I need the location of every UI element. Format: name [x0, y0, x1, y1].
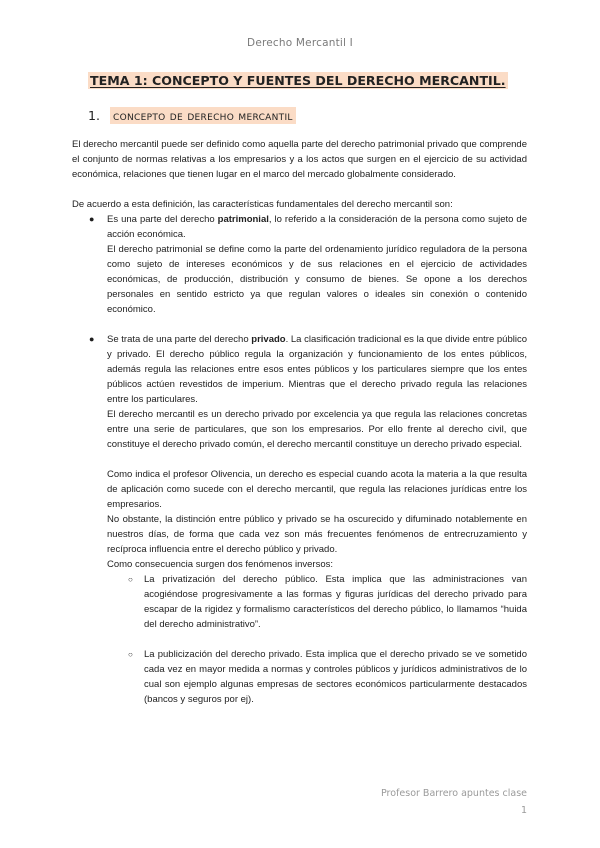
bullet-text: Es una parte del derecho patrimonial, lo referido a la consideración de la persona como sujeto de acción económica. — [107, 214, 528, 240]
bullet-detail: El derecho mercantil es un derecho privado por excelencia ya que regula las relaciones concretas entre una serie de particulares, que son los empresarios. Por ello frente al derecho civil, que constituye el derecho privado común, el derecho mercantil constituye un derecho privado especial. — [107, 409, 527, 450]
title-text: TEMA 1: CONCEPTO Y FUENTES DEL DERECHO MERCANTIL. — [90, 73, 506, 88]
bullet-icon: ● — [89, 334, 95, 344]
section-label: concepto de derecho mercantil — [110, 107, 296, 124]
list-item — [72, 332, 527, 452]
bullet-text: Se trata de una parte del derecho privado. La clasificación tradicional es la que divide entre público y privado. El derecho público regula la organización y funcionamiento de los entes públicos, además regula las relaciones entre esos entes públicos y los particulares siempre que los entes públicos actúen revestidos de imperium. Mientras que el derecho privado regula las relaciones entre los particulares. — [107, 334, 528, 405]
consecuencia-paragraph: Como consecuencia surgen dos fenómenos inversos: — [107, 559, 334, 570]
page-footer — [381, 785, 527, 819]
phenomena-list — [72, 572, 527, 707]
document-body — [72, 137, 527, 707]
page-number: 1 — [520, 805, 527, 816]
footer-credit: Profesor Barrero apuntes clase — [380, 788, 527, 799]
page-header: Derecho Mercantil I — [247, 37, 353, 49]
section-number: 1. — [88, 108, 101, 123]
bold-term: privado — [251, 334, 286, 345]
hollow-bullet-icon: ○ — [128, 575, 133, 584]
document-title — [88, 73, 528, 88]
hollow-bullet-icon: ○ — [128, 650, 133, 659]
olivencia-paragraph: Como indica el profesor Olivencia, un derecho es especial cuando acota la materia a la que resulta de aplicación como sucede con el derecho mercantil, que regula las relaciones jurídicas entre los empresarios. — [107, 469, 527, 510]
section-heading — [88, 108, 296, 123]
bullet-icon: ● — [89, 214, 95, 224]
bold-term: patrimonial — [217, 214, 269, 225]
list-item — [72, 212, 527, 317]
characteristics-list — [72, 212, 527, 452]
sub-list-item: ○ La publicización del derecho privado. Esta implica que el derecho privado se ve sometido cada vez en mayor medida a normas y controles públicos y jurídicos administrativos de lo cual son ejemplo algunas empresas de sectores económicos particularmente destacados (bancos y seguros por ej). — [128, 649, 527, 705]
intro-paragraph: El derecho mercantil puede ser definido como aquella parte del derecho patrimonial privado que comprende el conjunto de normas relativas a los empresarios y a los actos que surgen en el ejercicio de su actividad económica, relaciones que tienen lugar en el marco del mercado globalmente considerado. — [72, 139, 527, 180]
sub-list-item: ○ La privatización del derecho público. Esta implica que las administraciones van acogiéndose progresivamente a las formas y figuras jurídicas del derecho privado para escapar de la rigidez y formalismo característicos del derecho público, lo llamamos “huida del derecho administrativo”. — [128, 574, 527, 630]
obstante-paragraph: No obstante, la distinción entre público y privado se ha oscurecido y difuminado notablemente en nuestros días, de forma que cada vez son más frecuentes fenómenos de entrecruzamiento y recíproca influencia entre el derecho público y privado. — [107, 514, 527, 555]
lead-paragraph: De acuerdo a esta definición, las características fundamentales del derecho mercantil son: — [72, 199, 453, 210]
bullet-detail: El derecho patrimonial se define como la parte del ordenamiento jurídico reguladora de la persona como sujeto de intereses económicos y de sus relaciones en el ejercicio de actividades económicas, de producción, distribución y consumo de bienes. Se opone a los derechos personales en sentido estricto ya que regulan valores o ideales sin conexión o contenido económico. — [107, 244, 527, 315]
